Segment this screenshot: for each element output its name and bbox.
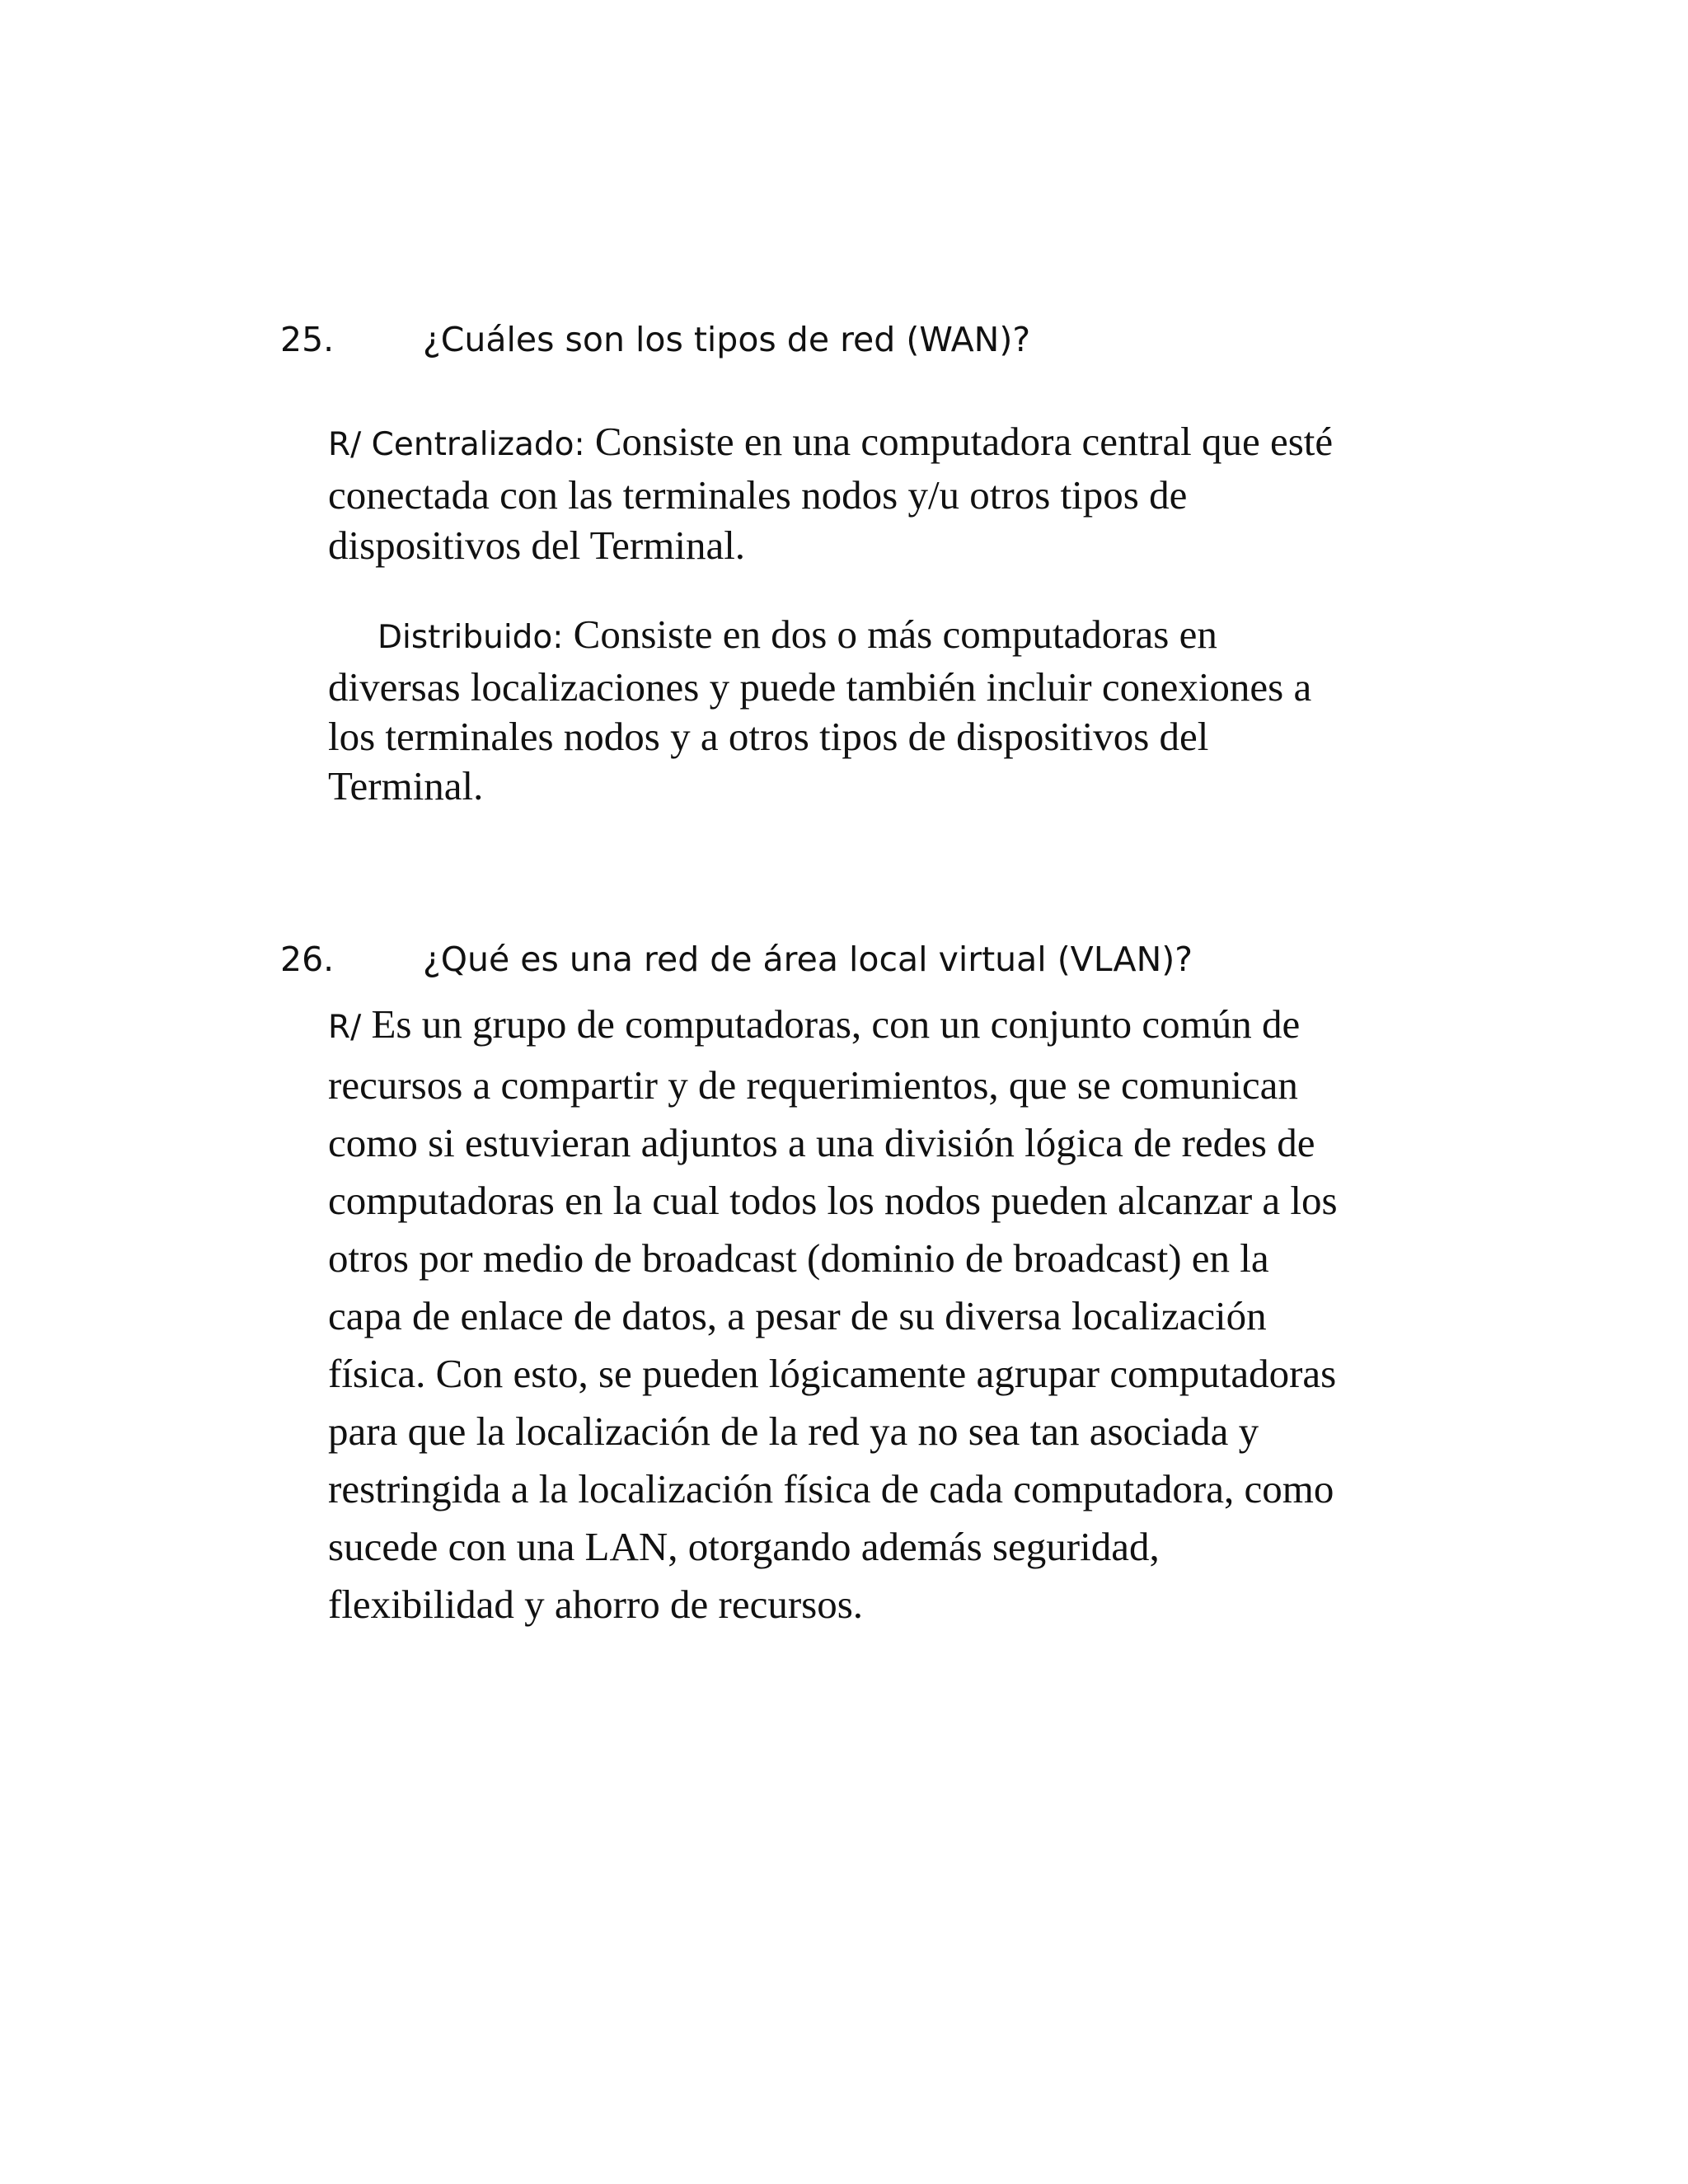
question-text: ¿Qué es una red de área local virtual (VLAN)? [423, 940, 1193, 979]
answer-distribuido [328, 610, 1457, 811]
answer-line [328, 416, 1457, 470]
answer-line: como si estuvieran adjuntos a una división lógica de redes de [328, 1120, 1315, 1165]
answer-label: Distribuido: [377, 619, 564, 656]
answer-line: otros por medio de broadcast (dominio de broadcast) en la [328, 1235, 1269, 1281]
answer-line: computadoras en la cual todos los nodos pueden alcanzar a los [328, 1178, 1338, 1223]
answer-line: sucede con una LAN, otorgando además seguridad, [328, 1524, 1160, 1569]
answer-text: Es un grupo de computadoras, con un conjunto común de [371, 1001, 1301, 1047]
answer-line: conectada con las terminales nodos y/u otros tipos de [328, 472, 1188, 518]
answer-label: R/ [328, 1009, 362, 1046]
answer-centralizado [328, 416, 1457, 570]
answer-line: flexibilidad y ahorro de recursos. [328, 1582, 864, 1627]
question-number: 25. [280, 320, 335, 359]
answer-line [328, 996, 1457, 1057]
question-number: 26. [280, 940, 335, 979]
answer-line [328, 610, 1457, 663]
answer-line: para que la localización de la red ya no sea tan asociada y [328, 1408, 1259, 1454]
answer-line: recursos a compartir y de requerimientos, que se comunican [328, 1062, 1298, 1108]
answer-line: diversas localizaciones y puede también incluir conexiones a [328, 664, 1312, 710]
question-text: ¿Cuáles son los tipos de red (WAN)? [423, 320, 1031, 359]
answer-line: restringida a la localización física de cada computadora, como [328, 1466, 1334, 1511]
answer-line: los terminales nodos y a otros tipos de dispositivos del [328, 714, 1209, 759]
answer-line: dispositivos del Terminal. [328, 523, 746, 568]
answer-line: capa de enlace de datos, a pesar de su diversa localización [328, 1293, 1267, 1338]
answer-vlan [328, 996, 1457, 1633]
answer-line: Terminal. [328, 763, 484, 808]
answer-label: R/ Centralizado: [328, 426, 585, 463]
answer-text: Consiste en una computadora central que esté [594, 419, 1334, 464]
answer-text: Consiste en dos o más computadoras en [573, 612, 1217, 657]
answer-line: física. Con esto, se pueden lógicamente agrupar computadoras [328, 1351, 1337, 1396]
